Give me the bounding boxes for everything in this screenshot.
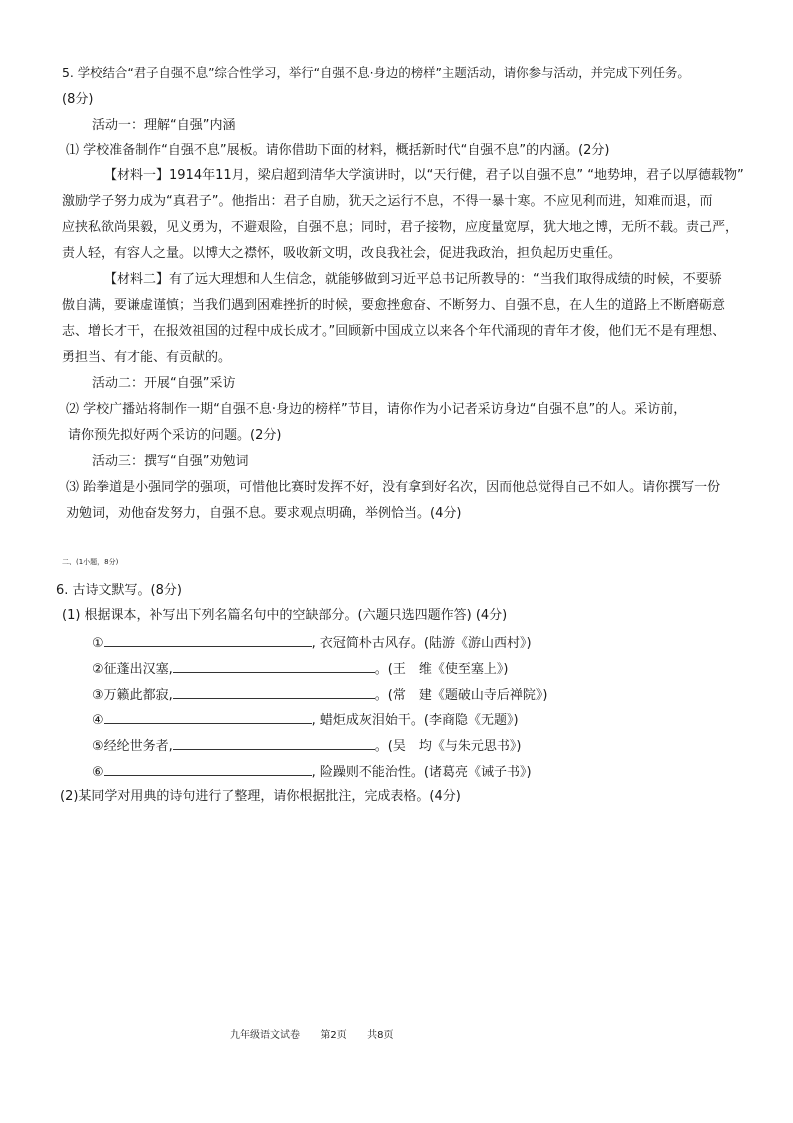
answer-blank[interactable] bbox=[104, 634, 312, 647]
poem-item-5 bbox=[92, 737, 521, 755]
q6-part2: (2)某同学对用典的诗句进行了整理，请你根据批注，完成表格。(4分) bbox=[60, 789, 461, 804]
sub-question-3-line1: ⑶ 跆拳道是小强同学的强项，可惜他比赛时发挥不好，没有拿到好名次，因而他总觉得自己不如人。请你撰写一份 bbox=[66, 480, 721, 495]
poem-item-suffix: 。(常 建《题破山寺后禅院》) bbox=[374, 688, 548, 703]
poem-item-prefix: ④ bbox=[92, 713, 104, 728]
material2-line1: 【材料二】有了远大理想和人生信念，就能够做到习近平总书记所教导的：“当我们取得成绩的时候，不要骄 bbox=[104, 272, 722, 287]
material2-line3: 志、增长才干，在报效祖国的过程中成长成才。”回顾新中国成立以来各个年代涌现的青年才俊，他们无不是有理想、 bbox=[62, 324, 726, 339]
poem-item-suffix: 。(王 维《使至塞上》) bbox=[374, 662, 509, 677]
poem-item-suffix: , 蜡炬成灰泪始干。(李商隐《无题》) bbox=[311, 713, 519, 728]
material1-line4: 责人轻，有容人之量。以博大之襟怀，吸收新文明，改良我社会，促进我政治，担负起历史重任。 bbox=[62, 246, 622, 261]
poem-item-suffix: , 衣冠简朴古风存。(陆游《游山西村》) bbox=[311, 636, 532, 651]
sub-question-3-line2: 劝勉词，劝他奋发努力，自强不息。要求观点明确，举例恰当。(4分) bbox=[66, 506, 462, 521]
sub-question-2-line2: 请你预先拟好两个采访的问题。(2分) bbox=[68, 428, 282, 443]
poem-item-6 bbox=[92, 763, 532, 781]
poem-item-suffix: , 险躁则不能治性。(诸葛亮《诫子书》) bbox=[311, 765, 532, 780]
material1-line2: 激励学子努力成为“真君子”。他指出：君子自励，犹天之运行不息，不得一暴十寒。不应见利而进，知难而退，而 bbox=[62, 194, 713, 209]
q5-stem-line1: 5. 学校结合“君子自强不息”综合性学习，举行“自强不息·身边的榜样”主题活动，请你参与活动，并完成下列任务。 bbox=[62, 65, 690, 80]
footer-title: 九年级语文试卷 bbox=[230, 1030, 300, 1041]
poem-item-prefix: ②征蓬出汉塞, bbox=[92, 662, 173, 677]
activity2-heading: 活动二：开展“自强”采访 bbox=[92, 376, 236, 391]
answer-blank[interactable] bbox=[173, 737, 375, 750]
answer-blank[interactable] bbox=[104, 711, 312, 724]
material1-line3: 应挟私欲尚果毅，见义勇为，不避艰险，自强不息；同时，君子接物，应度量宽厚，犹大地之博，无所不载。责己严， bbox=[62, 220, 739, 235]
poem-item-prefix: ③万籁此都寂, bbox=[92, 688, 173, 703]
poem-item-prefix: ⑥ bbox=[92, 765, 104, 780]
poem-item-prefix: ⑤经纶世务者, bbox=[92, 739, 173, 754]
material2-line2: 傲自满，要谦虚谨慎；当我们遇到困难挫折的时候，要愈挫愈奋、不断努力、自强不息，在人生的道路上不断磨砺意 bbox=[62, 298, 726, 313]
answer-blank[interactable] bbox=[173, 660, 375, 673]
answer-blank[interactable] bbox=[104, 763, 312, 776]
footer-page-number: 第2页 bbox=[320, 1030, 347, 1041]
sub-question-1: ⑴ 学校准备制作“自强不息”展板。请你借助下面的材料，概括新时代“自强不息”的内涵。(2分) bbox=[66, 143, 610, 158]
poem-item-2 bbox=[92, 660, 508, 678]
activity1-heading: 活动一：理解“自强”内涵 bbox=[92, 118, 236, 133]
material2-line4: 勇担当、有才能、有贡献的。 bbox=[62, 350, 232, 365]
section2-heading: 二、(1小题，8分) bbox=[62, 558, 119, 566]
answer-blank[interactable] bbox=[173, 686, 375, 699]
material1-line1: 【材料一】1914年11月，梁启超到清华大学演讲时，以“天行健，君子以自强不息” “地势坤，君子以厚德载物” bbox=[104, 168, 744, 183]
sub-question-2-line1: ⑵ 学校广播站将制作一期“自强不息·身边的榜样”节目，请你作为小记者采访身边“自强不息”的人。采访前， bbox=[66, 402, 687, 417]
activity3-heading: 活动三：撰写“自强”劝勉词 bbox=[92, 454, 249, 469]
q6-stem: 6. 古诗文默写。(8分) bbox=[56, 583, 182, 598]
q5-stem-line2: (8分) bbox=[62, 92, 94, 107]
q6-part1: (1) 根据课本，补写出下列名篇名句中的空缺部分。(六题只选四题作答) (4分) bbox=[62, 608, 508, 623]
poem-item-prefix: ① bbox=[92, 636, 104, 651]
poem-item-suffix: 。(吴 均《与朱元思书》) bbox=[374, 739, 522, 754]
poem-item-3 bbox=[92, 686, 547, 704]
footer-total-pages: 共8页 bbox=[367, 1030, 394, 1041]
poem-item-1 bbox=[92, 634, 532, 652]
footer bbox=[230, 1028, 394, 1044]
poem-item-4 bbox=[92, 711, 519, 729]
